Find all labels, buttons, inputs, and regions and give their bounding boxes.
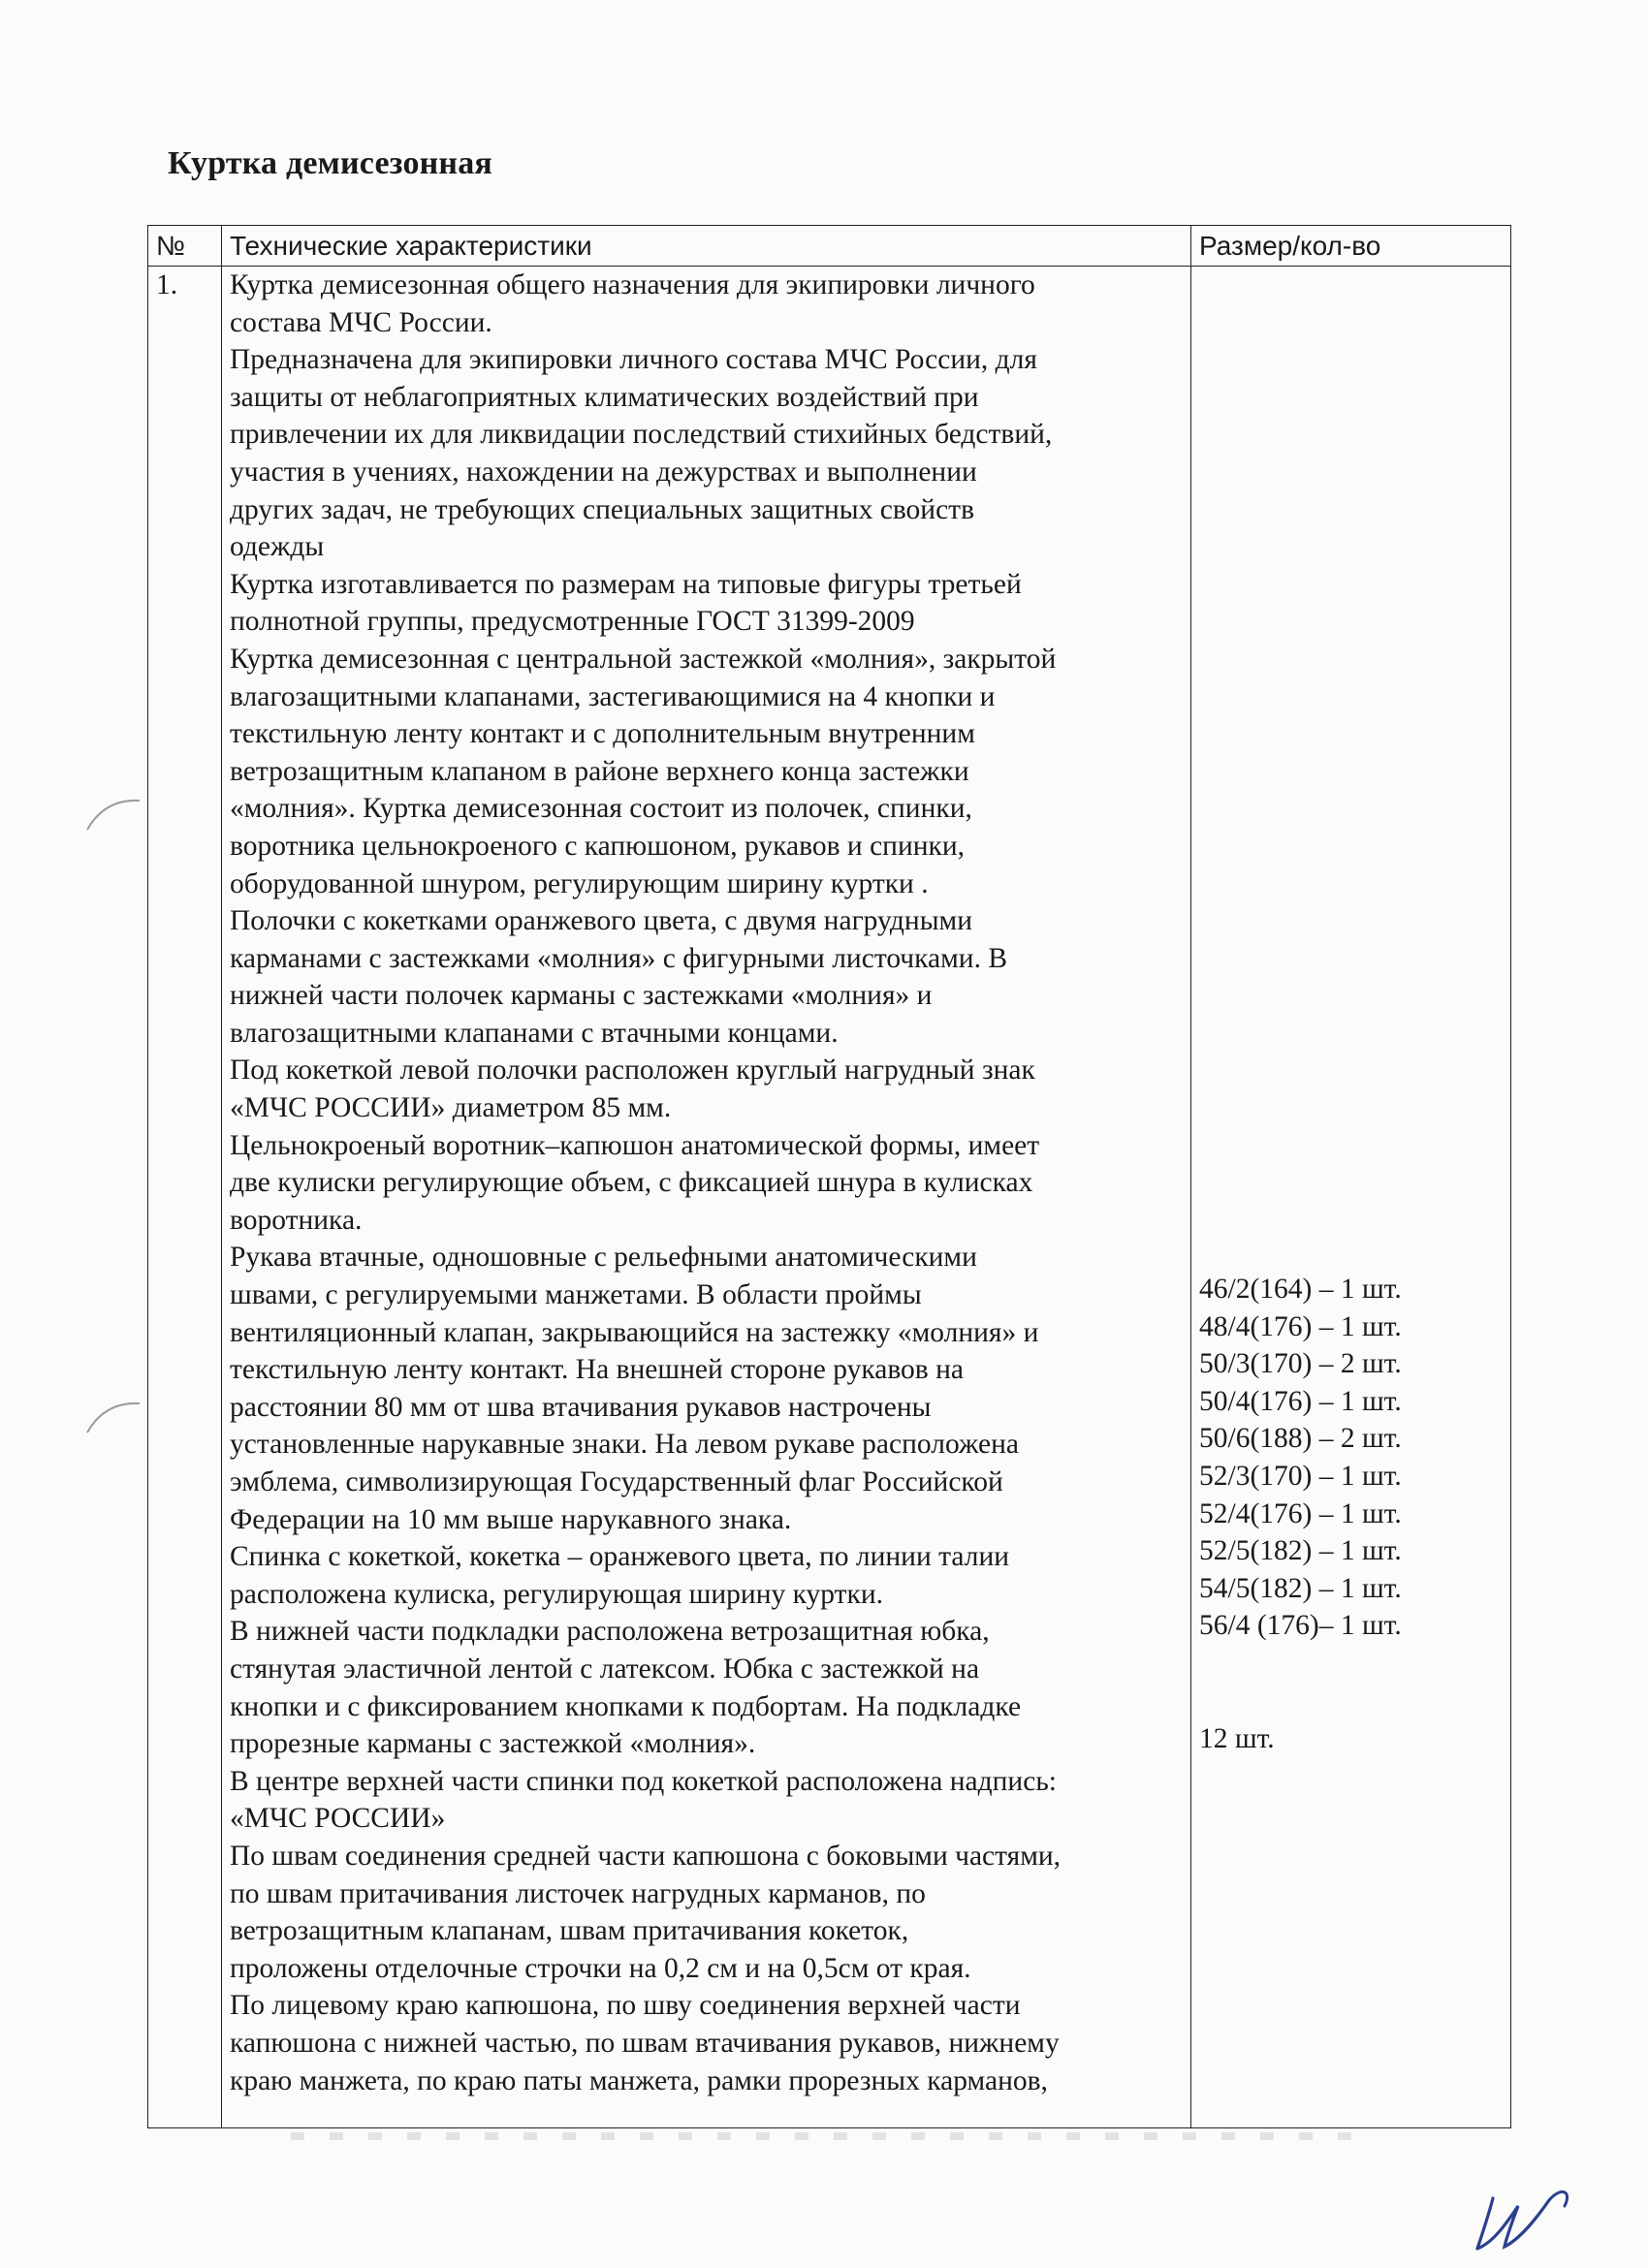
spec-paragraph: Предназначена для экипировки личного состава МЧС России, для защиты от неблагоприятных климатических воздействий при привлечении их для ликвидации последствий стихийных бедствий, участия в учениях, нахождении на дежурствах и выполнении других задач, не требующих специальных защитных свойств одежды xyxy=(230,344,1053,563)
spec-paragraph: Под кокеткой левой полочки расположен круглый нагрудный знак «МЧС РОССИИ» диаметром 85 мм. xyxy=(230,1055,1035,1124)
size-item: 50/6(188) – 2 шт. xyxy=(1199,1423,1402,1455)
spec-paragraph: Куртка демисезонная с центральной застежкой «молния», закрытой влагозащитными клапанами, застегивающимися на 4 кнопки и текстильную ленту контакт и с дополнительным внутренним ветрозащитным клапаном в районе верхнего конца застежки «молния». Куртка демисезонная состоит из полочек, спинки, воротника цельнокроеного с капюшоном, рукавов и спинки, оборудованной шнуром, регулирующим ширину куртки . xyxy=(230,643,1057,899)
specification-table xyxy=(147,225,1511,2128)
total-quantity: 12 шт. xyxy=(1199,1722,1275,1754)
spec-paragraph: Рукава втачные, одношовные с рельефными анатомическими швами, с регулируемыми манжетами. В области проймы вентиляционный клапан, закрывающийся на застежку «молния» и текстильную ленту контакт. На внешней стороне рукавов на расстоянии 80 мм от шва втачивания рукавов настрочены установленные нарукавные знаки. На левом рукаве расположена эмблема, символизирующая Государственный флаг Российской Федерации на 10 мм выше нарукавного знака. xyxy=(230,1242,1039,1535)
spec-paragraph: Куртка изготавливается по размерам на типовые фигуры третьей полнотной группы, предусмотренные ГОСТ 31399-2009 xyxy=(230,568,1022,638)
header-size-quantity: Размер/кол-во xyxy=(1191,226,1511,267)
scan-arc-mark xyxy=(85,1398,143,1436)
spec-paragraph: В нижней части подкладки расположена ветрозащитная юбка, стянутая эластичной лентой с латексом. Юбка с застежкой на кнопки и с фиксированием кнопками к подбортам. На подкладке прорезные карманы с застежкой «молния». xyxy=(230,1616,1022,1760)
size-item: 54/5(182) – 1 шт. xyxy=(1199,1572,1402,1604)
size-item: 52/3(170) – 1 шт. xyxy=(1199,1460,1402,1492)
handwritten-page-number xyxy=(1464,2181,1580,2258)
row-number: 1. xyxy=(148,267,222,2128)
table-header-row xyxy=(148,226,1511,267)
size-list xyxy=(1199,1271,1503,1645)
size-item: 48/4(176) – 1 шт. xyxy=(1199,1310,1402,1342)
scan-smudge xyxy=(291,2132,1357,2140)
size-item: 52/5(182) – 1 шт. xyxy=(1199,1535,1402,1567)
header-number: № xyxy=(148,226,222,267)
spec-paragraph: В центре верхней части спинки под кокеткой расположена надпись: «МЧС РОССИИ» xyxy=(230,1765,1057,1835)
spec-paragraph: Полочки с кокетками оранжевого цвета, с двумя нагрудными карманами с застежками «молния» с фигурными листочками. В нижней части полочек карманы с застежками «молния» и влагозащитными клапанами с втачными концами. xyxy=(230,905,1008,1049)
spec-paragraph: Спинка с кокеткой, кокетка – оранжевого цвета, по линии талии расположена кулиска, регулирующая ширину куртки. xyxy=(230,1541,1010,1610)
size-quantity-cell xyxy=(1191,267,1511,2128)
size-item: 50/4(176) – 1 шт. xyxy=(1199,1385,1402,1417)
size-item: 50/3(170) – 2 шт. xyxy=(1199,1348,1402,1380)
spec-paragraph: Куртка демисезонная общего назначения для экипировки личного состава МЧС России. xyxy=(230,269,1035,338)
document-title: Куртка демисезонная xyxy=(168,145,493,181)
header-specifications: Технические характеристики xyxy=(222,226,1191,267)
spec-paragraph: По лицевому краю капюшона, по шву соединения верхней части капюшона с нижней частью, по швам втачивания рукавов, нижнему краю манжета, по краю паты манжета, рамки прорезных карманов, xyxy=(230,1990,1060,2096)
size-item: 56/4 (176)– 1 шт. xyxy=(1199,1610,1402,1642)
scan-arc-mark xyxy=(85,795,143,834)
size-item: 46/2(164) – 1 шт. xyxy=(1199,1274,1402,1305)
specification-cell xyxy=(222,267,1191,2128)
table-row xyxy=(148,267,1511,2128)
spec-paragraph: По швам соединения средней части капюшона с боковыми частями, по швам притачивания листочек нагрудных карманов, по ветрозащитным клапанам, швам притачивания кокеток, проложены отделочные строчки на 0,2 см и на 0,5см от края. xyxy=(230,1840,1062,1984)
spec-paragraph: Цельнокроеный воротник–капюшон анатомической формы, имеет две кулиски регулирующие объем, с фиксацией шнура в кулисках воротника. xyxy=(230,1129,1040,1236)
size-item: 52/4(176) – 1 шт. xyxy=(1199,1497,1402,1529)
